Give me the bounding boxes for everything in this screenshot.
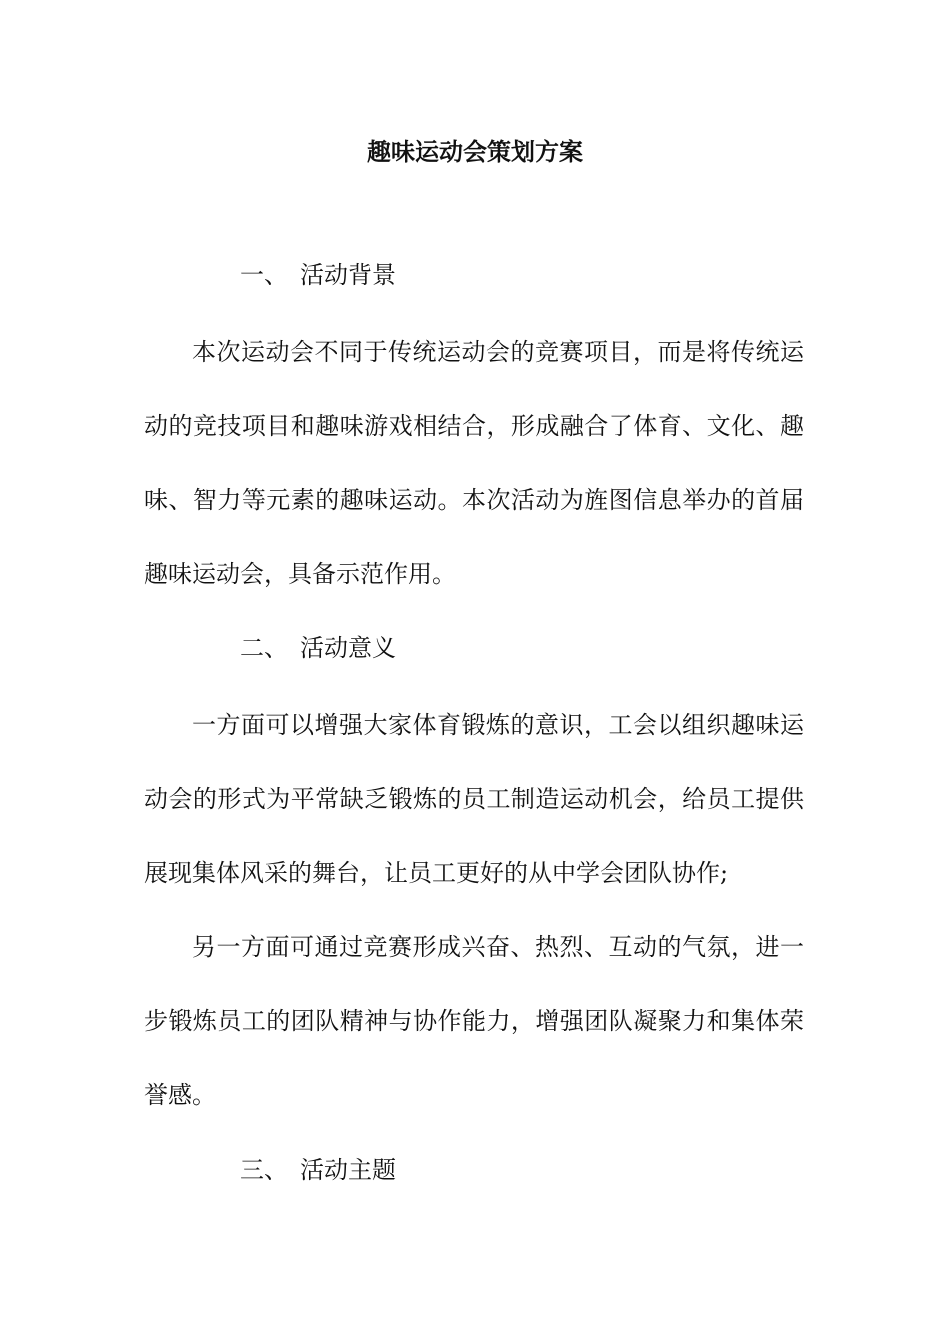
section-number: 二、 <box>240 634 288 662</box>
section-number: 一、 <box>240 261 288 289</box>
section-heading-3 <box>240 1152 396 1188</box>
section-title: 活动背景 <box>300 261 396 289</box>
paragraph: 另一方面可通过竞赛形成兴奋、热烈、互动的气氛，进一步锻炼员工的团队精神与协作能力，增强团队凝聚力和集体荣誉感。 <box>144 933 804 1109</box>
paragraph: 本次运动会不同于传统运动会的竞赛项目，而是将传统运动的竞技项目和趣味游戏相结合，形成融合了体育、文化、趣味、智力等元素的趣味运动。本次活动为旌图信息举办的首届趣味运动会，具备示范作用。 <box>144 338 804 588</box>
paragraph: 一方面可以增强大家体育锻炼的意识，工会以组织趣味运动会的形式为平常缺乏锻炼的员工制造运动机会，给员工提供展现集体风采的舞台，让员工更好的从中学会团队协作; <box>144 711 804 887</box>
section-heading-2 <box>240 630 396 666</box>
document-title: 趣味运动会策划方案 <box>367 137 583 166</box>
section-heading-1 <box>240 257 396 293</box>
section-title: 活动意义 <box>300 634 396 662</box>
section-number: 三、 <box>240 1156 288 1184</box>
section-title: 活动主题 <box>300 1156 396 1184</box>
